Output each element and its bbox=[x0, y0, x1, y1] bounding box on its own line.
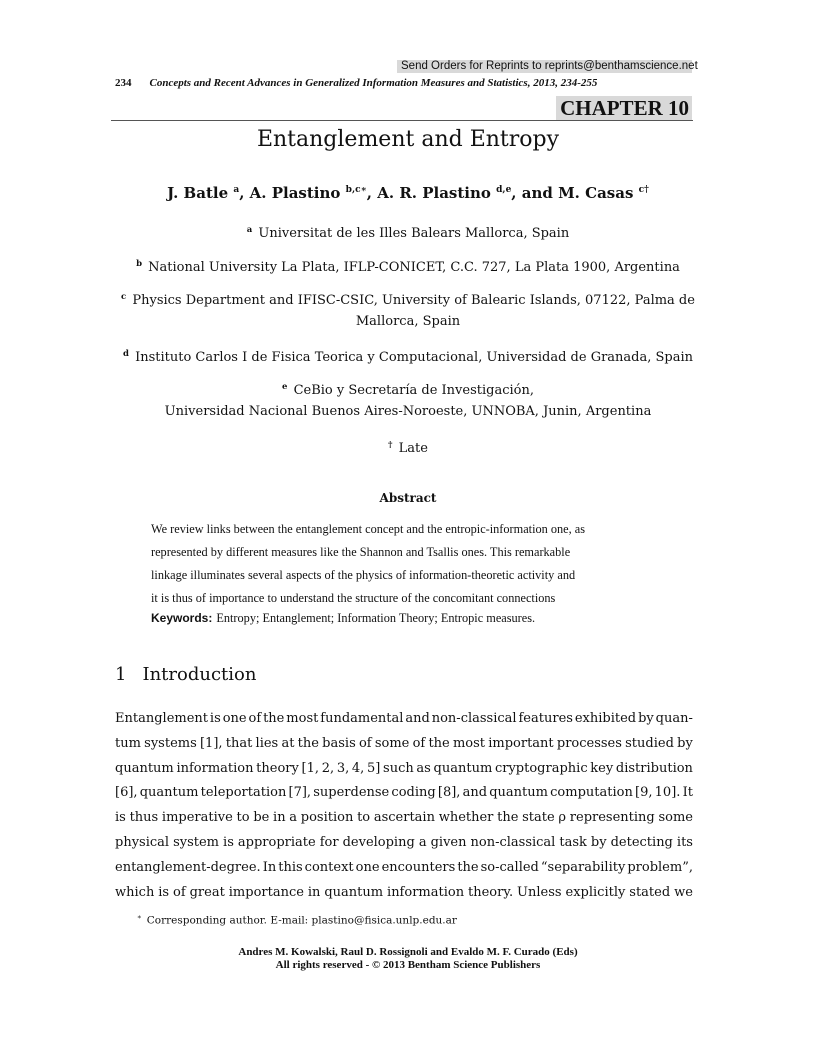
affiliation-text: Late bbox=[398, 441, 428, 456]
body-word: great bbox=[189, 884, 225, 900]
body-word: 3, bbox=[336, 760, 350, 776]
body-line bbox=[115, 806, 693, 831]
body-word: studied bbox=[625, 735, 674, 751]
body-word: 4, bbox=[351, 760, 365, 776]
affiliation-text: Universitat de les Illes Balears Mallorca, Spain bbox=[258, 226, 570, 241]
body-word: non-classical bbox=[470, 834, 556, 850]
body-word: context bbox=[304, 859, 354, 875]
body-word: stated bbox=[629, 884, 671, 900]
footnote-mark: ∗ bbox=[137, 913, 142, 921]
body-word: It bbox=[682, 785, 693, 801]
body-word: systems bbox=[144, 735, 197, 751]
body-word: 2, bbox=[321, 760, 335, 776]
body-word: quantum bbox=[433, 760, 493, 776]
affiliation-c-continued bbox=[111, 312, 705, 332]
body-word: processes bbox=[556, 735, 622, 751]
body-word: one bbox=[355, 859, 380, 875]
body-word: this bbox=[278, 859, 303, 875]
body-word: explicitly bbox=[565, 884, 626, 900]
body-word: most bbox=[286, 711, 319, 726]
affiliation-text: Mallorca, Spain bbox=[355, 314, 461, 329]
affiliation-mark: † bbox=[388, 440, 393, 450]
affiliation-text: National University La Plata, IFLP-CONICET, C.C. 727, La Plata 1900, Argentina bbox=[148, 260, 680, 275]
body-word: coding bbox=[391, 785, 436, 801]
affiliation-mark: b bbox=[136, 259, 143, 269]
body-word: information bbox=[387, 884, 465, 900]
author-name: A. Plastino bbox=[249, 184, 341, 202]
body-word: and bbox=[462, 785, 488, 801]
affiliation-mark: e bbox=[282, 382, 288, 392]
body-line bbox=[115, 781, 693, 806]
body-word: a bbox=[289, 810, 298, 826]
body-word: theory. bbox=[468, 884, 514, 900]
affiliation-late bbox=[111, 435, 705, 459]
keywords bbox=[151, 611, 535, 626]
body-word: one bbox=[222, 711, 247, 726]
affiliation-b bbox=[111, 254, 705, 278]
body-word: encounters bbox=[381, 859, 456, 875]
body-word: cryptographic bbox=[494, 760, 588, 776]
author-list bbox=[0, 180, 816, 203]
body-word: physical bbox=[115, 834, 170, 850]
body-word: entanglement-degree. bbox=[115, 859, 261, 875]
body-word: [1, bbox=[301, 760, 320, 776]
body-line bbox=[115, 707, 693, 732]
body-word: Entanglement bbox=[115, 711, 208, 726]
paper-title: Entanglement and Entropy bbox=[256, 127, 560, 152]
body-word: exhibited bbox=[574, 711, 637, 726]
affiliation-mark: c bbox=[121, 292, 127, 302]
journal-citation: Concepts and Recent Advances in Generalized Information Measures and Statistics, 2013, 234-255 bbox=[149, 77, 598, 89]
body-word: [6], bbox=[115, 785, 138, 801]
body-word: representing bbox=[569, 810, 655, 826]
body-word: be bbox=[253, 810, 270, 826]
body-word: detecting bbox=[610, 834, 673, 850]
body-word: of bbox=[358, 735, 372, 751]
body-word: state bbox=[522, 810, 555, 826]
body-text bbox=[115, 707, 693, 905]
body-word: by bbox=[590, 834, 607, 850]
affiliation-e bbox=[111, 377, 705, 401]
body-word: to bbox=[236, 810, 250, 826]
body-word: developing bbox=[342, 834, 415, 850]
body-word: in bbox=[307, 884, 321, 900]
body-word: [9, bbox=[635, 785, 653, 801]
author-name: A. R. Plastino bbox=[377, 184, 491, 202]
affiliation-a bbox=[111, 220, 705, 244]
body-word: basis bbox=[322, 735, 356, 751]
body-word: imperative bbox=[161, 810, 233, 826]
section-heading bbox=[115, 663, 256, 687]
abstract-line: We review links between the entanglement concept and the entropic-information one, as bbox=[151, 522, 586, 536]
author-separator: , and bbox=[511, 184, 559, 202]
abstract-heading: Abstract bbox=[379, 491, 437, 505]
section-title: Introduction bbox=[142, 664, 257, 685]
footnote-text: Corresponding author. E-mail: plastino@fisica.unlp.edu.ar bbox=[146, 914, 457, 927]
body-word: 5] bbox=[367, 760, 381, 776]
page-number: 234 bbox=[115, 77, 132, 89]
body-word: the bbox=[428, 735, 450, 751]
body-word: the bbox=[263, 711, 285, 726]
body-word: 10]. bbox=[654, 785, 681, 801]
body-word: the bbox=[457, 859, 479, 875]
body-word: tum bbox=[115, 735, 141, 751]
author-name: J. Batle bbox=[167, 184, 229, 202]
body-word: such bbox=[383, 760, 414, 776]
body-word: to bbox=[357, 810, 371, 826]
affiliation-text: CeBio y Secretaría de Investigación, bbox=[293, 383, 534, 398]
affiliation-d bbox=[111, 344, 705, 368]
reprint-note: Send Orders for Reprints to reprints@benthamscience.net bbox=[397, 60, 692, 73]
author-affiliation-mark: b,c∗ bbox=[345, 185, 367, 195]
body-word: quantum bbox=[489, 785, 548, 801]
body-word: appropriate bbox=[237, 834, 316, 850]
abstract-body bbox=[151, 518, 661, 610]
publisher-footer bbox=[0, 946, 816, 972]
body-word: position bbox=[300, 810, 354, 826]
body-word: of bbox=[412, 735, 426, 751]
body-word: [1], bbox=[199, 735, 223, 751]
chapter-label: CHAPTER 10 bbox=[556, 96, 692, 120]
body-word: problem”, bbox=[627, 859, 693, 875]
body-word: the bbox=[297, 735, 319, 751]
body-word: quantum bbox=[324, 884, 384, 900]
body-word: task bbox=[559, 834, 587, 850]
author-separator: , bbox=[239, 184, 250, 202]
body-word: ascertain bbox=[373, 810, 435, 826]
body-word: quantum bbox=[115, 760, 174, 776]
body-word: system bbox=[173, 834, 220, 850]
abstract-line: it is thus of importance to understand the structure of the concomitant connections bbox=[151, 591, 556, 605]
body-line bbox=[115, 757, 693, 782]
section-number: 1 bbox=[115, 664, 127, 685]
footnote bbox=[137, 913, 457, 927]
body-word: fundamental bbox=[320, 711, 404, 726]
affiliation-c bbox=[111, 287, 705, 311]
body-line bbox=[115, 881, 693, 906]
author-affiliation-mark: a bbox=[233, 185, 240, 195]
body-word: computation bbox=[550, 785, 633, 801]
body-word: Unless bbox=[517, 884, 562, 900]
affiliation-text: Instituto Carlos I de Fisica Teorica y Computacional, Universidad de Granada, Spain bbox=[135, 350, 694, 365]
body-word: we bbox=[674, 884, 693, 900]
body-word: thus bbox=[129, 810, 159, 826]
abstract-line: represented by different measures like the Shannon and Tsallis ones. This remarkable bbox=[151, 545, 571, 559]
body-word: is bbox=[158, 884, 170, 900]
body-word: as bbox=[416, 760, 431, 776]
body-word: at bbox=[281, 735, 295, 751]
body-word: important bbox=[488, 735, 554, 751]
body-word: so-called bbox=[480, 859, 539, 875]
body-word: is bbox=[115, 810, 126, 826]
body-word: features bbox=[518, 711, 573, 726]
author-separator: , bbox=[366, 184, 378, 202]
body-word: [8], bbox=[437, 785, 461, 801]
body-word: “separability bbox=[540, 859, 626, 875]
body-word: importance bbox=[228, 884, 304, 900]
body-word: information bbox=[176, 760, 254, 776]
body-word: whether bbox=[438, 810, 494, 826]
body-word: [7], bbox=[288, 785, 312, 801]
body-word: quantum bbox=[139, 785, 199, 801]
body-word: a bbox=[418, 834, 427, 850]
body-word: some bbox=[374, 735, 410, 751]
body-word: quan- bbox=[655, 711, 693, 726]
header-rule bbox=[111, 120, 693, 121]
affiliation-text: Universidad Nacional Buenos Aires-Noroeste, UNNOBA, Junin, Argentina bbox=[164, 404, 652, 419]
body-word: key bbox=[590, 760, 614, 776]
body-word: distribution bbox=[615, 760, 693, 776]
affiliation-mark: d bbox=[122, 349, 129, 359]
affiliation-e-continued bbox=[111, 402, 705, 422]
body-word: the bbox=[497, 810, 519, 826]
body-word: that bbox=[225, 735, 253, 751]
body-word: teleportation bbox=[200, 785, 287, 801]
body-word: most bbox=[452, 735, 486, 751]
body-word: non-classical bbox=[431, 711, 517, 726]
affiliation-mark: a bbox=[246, 225, 253, 235]
footer-rights: All rights reserved - © 2013 Bentham Science Publishers bbox=[275, 959, 541, 971]
body-word: superdense bbox=[313, 785, 390, 801]
footer-editors: Andres M. Kowalski, Raul D. Rossignoli and Evaldo M. F. Curado (Eds) bbox=[238, 946, 578, 958]
abstract-line: linkage illuminates several aspects of the physics of information-theoretic activity and bbox=[151, 568, 576, 582]
body-word: in bbox=[273, 810, 286, 826]
body-word: for bbox=[319, 834, 339, 850]
body-word: ρ bbox=[558, 810, 567, 826]
body-line bbox=[115, 732, 693, 757]
affiliation-text: Physics Department and IFISC-CSIC, University of Balearic Islands, 07122, Palma de bbox=[132, 293, 695, 308]
body-word: by bbox=[677, 735, 693, 751]
body-word: In bbox=[262, 859, 277, 875]
author-affiliation-mark: d,e bbox=[496, 185, 512, 195]
running-head bbox=[115, 77, 597, 89]
body-word: its bbox=[676, 834, 693, 850]
body-word: by bbox=[638, 711, 654, 726]
keywords-list: Entropy; Entanglement; Information Theory; Entropic measures. bbox=[216, 611, 536, 625]
body-word: is bbox=[209, 711, 221, 726]
body-word: some bbox=[658, 810, 693, 826]
body-word: lies bbox=[255, 735, 279, 751]
body-word: given bbox=[430, 834, 467, 850]
body-line bbox=[115, 831, 693, 856]
body-word: of bbox=[173, 884, 186, 900]
keywords-label: Keywords: bbox=[151, 611, 213, 625]
body-word: of bbox=[248, 711, 262, 726]
body-word: which bbox=[115, 884, 155, 900]
body-word: theory bbox=[256, 760, 299, 776]
body-line bbox=[115, 856, 693, 881]
author-name: M. Casas bbox=[558, 184, 634, 202]
body-word: is bbox=[223, 834, 234, 850]
author-affiliation-mark: c† bbox=[638, 185, 649, 195]
body-word: and bbox=[405, 711, 430, 726]
